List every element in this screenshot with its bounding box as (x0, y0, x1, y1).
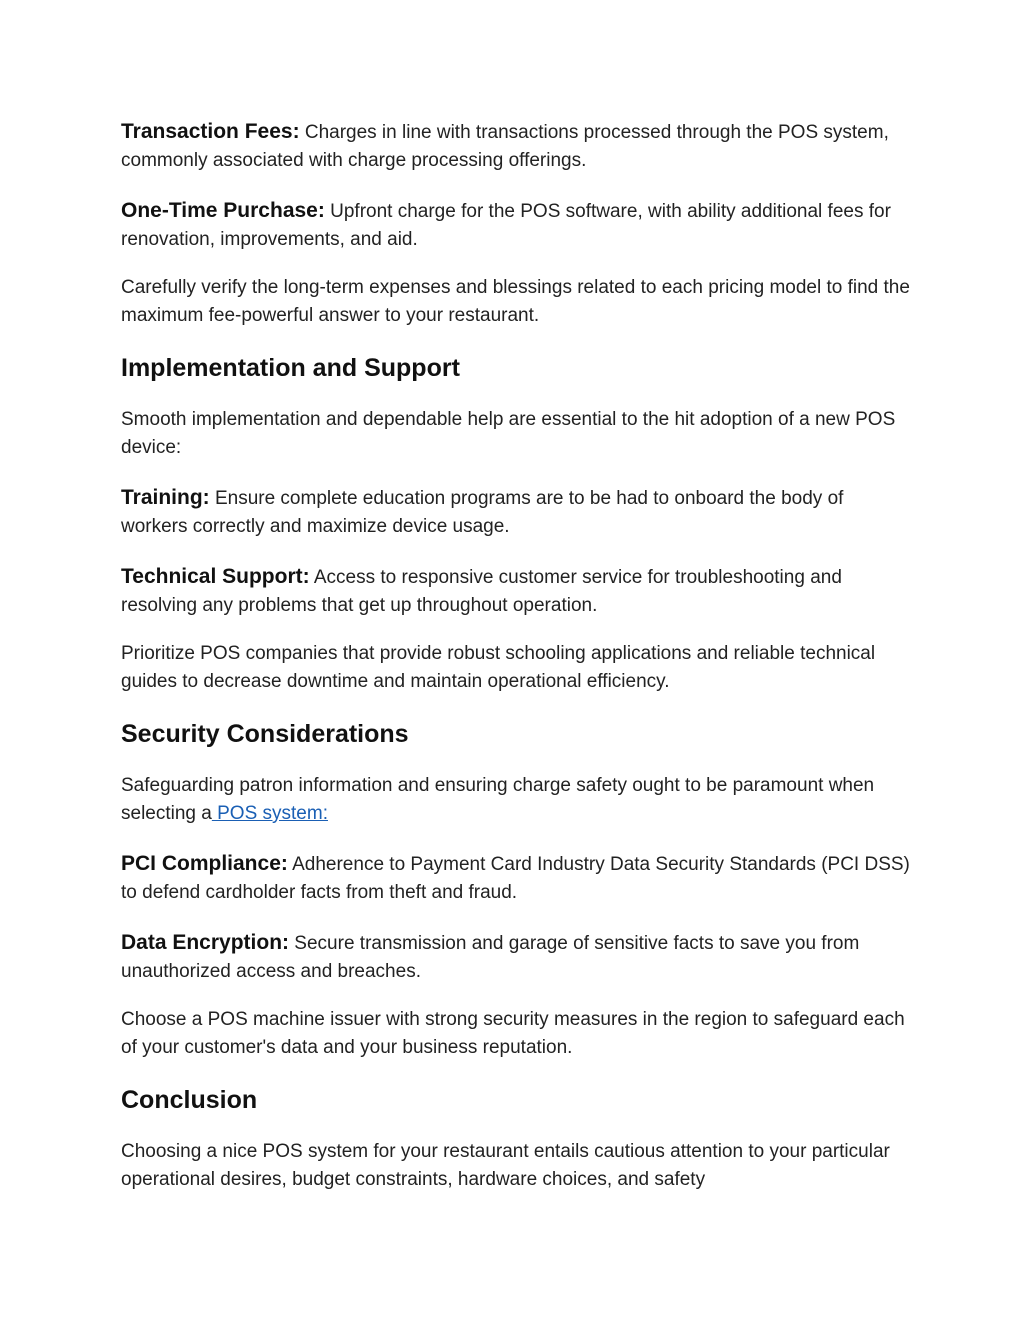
security-intro-text: Safeguarding patron information and ensuring charge safety ought to be paramount when selecting a (121, 775, 875, 824)
heading-conclusion: Conclusion (121, 1086, 258, 1114)
term-label: Transaction Fees: (121, 120, 300, 143)
term-label: One-Time Purchase: (121, 199, 325, 222)
data-encryption-item (121, 929, 911, 986)
security-summary-paragraph: Choose a POS machine issuer with strong security measures in the region to safeguard each of your customer's data and your business reputation. (121, 1009, 905, 1058)
support-summary-paragraph: Prioritize POS companies that provide robust schooling applications and reliable technical guides to decrease downtime and maintain operational efficiency. (121, 643, 876, 692)
security-intro-paragraph (121, 772, 911, 828)
training-item (121, 484, 911, 541)
implementation-intro-paragraph: Smooth implementation and dependable help are essential to the hit adoption of a new POS device: (121, 409, 896, 458)
transaction-fees-item (121, 118, 911, 175)
conclusion-paragraph: Choosing a nice POS system for your restaurant entails cautious attention to your particular operational desires, budget constraints, hardware choices, and safety (121, 1141, 890, 1190)
heading-security-considerations: Security Considerations (121, 720, 409, 748)
document-page (121, 118, 911, 1194)
pricing-summary-paragraph: Carefully verify the long-term expenses and blessings related to each pricing model to find the maximum fee-powerful answer to your restaurant. (121, 277, 910, 326)
term-description: Upfront charge for the POS software, with ability additional fees for renovation, improvements, and aid. (121, 201, 891, 250)
term-description: Access to responsive customer service for troubleshooting and resolving any problems that get up throughout operation. (121, 567, 842, 616)
technical-support-item (121, 563, 911, 620)
pos-system-link[interactable]: POS system: (211, 803, 328, 824)
heading-implementation-support: Implementation and Support (121, 354, 460, 382)
term-label: Training: (121, 486, 210, 509)
term-description: Adherence to Payment Card Industry Data Security Standards (PCI DSS) to defend cardholder facts from theft and fraud. (121, 854, 910, 903)
pci-compliance-item (121, 850, 911, 907)
term-description: Ensure complete education programs are to be had to onboard the body of workers correctly and maximize device usage. (121, 488, 844, 537)
term-description: Secure transmission and garage of sensitive facts to save you from unauthorized access and breaches. (121, 933, 860, 982)
term-label: Technical Support: (121, 565, 310, 588)
term-description: Charges in line with transactions processed through the POS system, commonly associated with charge processing offerings. (121, 122, 889, 171)
term-label: PCI Compliance: (121, 852, 288, 875)
term-label: Data Encryption: (121, 931, 290, 954)
one-time-purchase-item (121, 197, 911, 254)
